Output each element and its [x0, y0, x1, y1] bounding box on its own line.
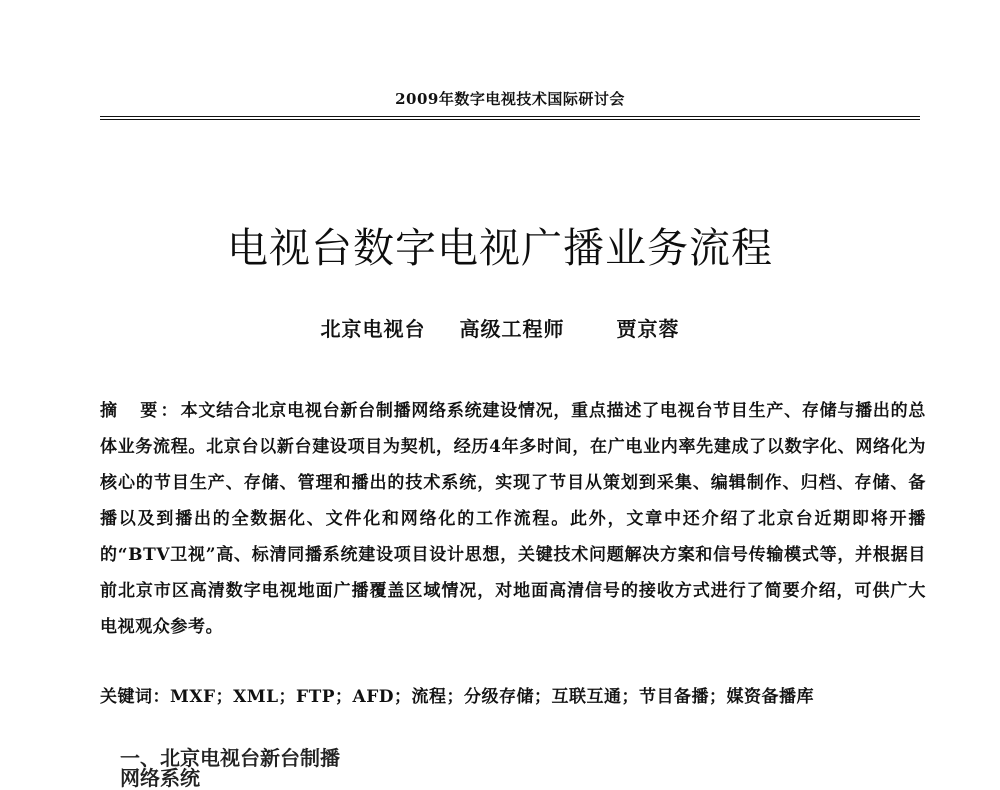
author-position: 高级工程师: [459, 317, 565, 341]
byline: [60, 313, 940, 342]
abstract-label: 摘 要：: [100, 401, 181, 421]
conference-header: 2009年数字电视技术国际研讨会: [395, 90, 625, 108]
abstract: [100, 393, 926, 645]
section-heading-partial: 一、北京电视台新台制播网络系统: [120, 746, 340, 790]
keywords-label: 关键词：: [100, 687, 170, 707]
author-name: 贾京蓉: [616, 317, 680, 341]
keywords-text: MXF；XML；FTP；AFD；流程；分级存储；互联互通；节目备播；媒资备播库: [170, 687, 815, 707]
abstract-text: 本文结合北京电视台新台制播网络系统建设情况，重点描述了电视台节目生产、存储与播出的总体业务流程。北京台以新台建设项目为契机，经历4年多时间，在广电业内率先建成了以数字化、网络化为核心的节目生产、存储、管理和播出的技术系统，实现了节目从策划到采集、编辑制作、归档、存储、备播以及到播出的全数据化、文件化和网络化的工作流程。此外，文章中还介绍了北京台近期即将开播的“BTV卫视”高、标清同播系统建设项目设计思想，关键技术问题解决方案和信号传输模式等，并根据目前北京市区高清数字电视地面广播覆盖区域情况，对地面高清信号的接收方式进行了简要介绍，可供广大电视观众参考。: [100, 401, 926, 637]
keywords: [100, 682, 926, 707]
paper-title: 电视台数字电视广播业务流程: [227, 224, 773, 272]
author-organization: 北京电视台: [320, 317, 426, 341]
header-rule: [100, 116, 920, 120]
